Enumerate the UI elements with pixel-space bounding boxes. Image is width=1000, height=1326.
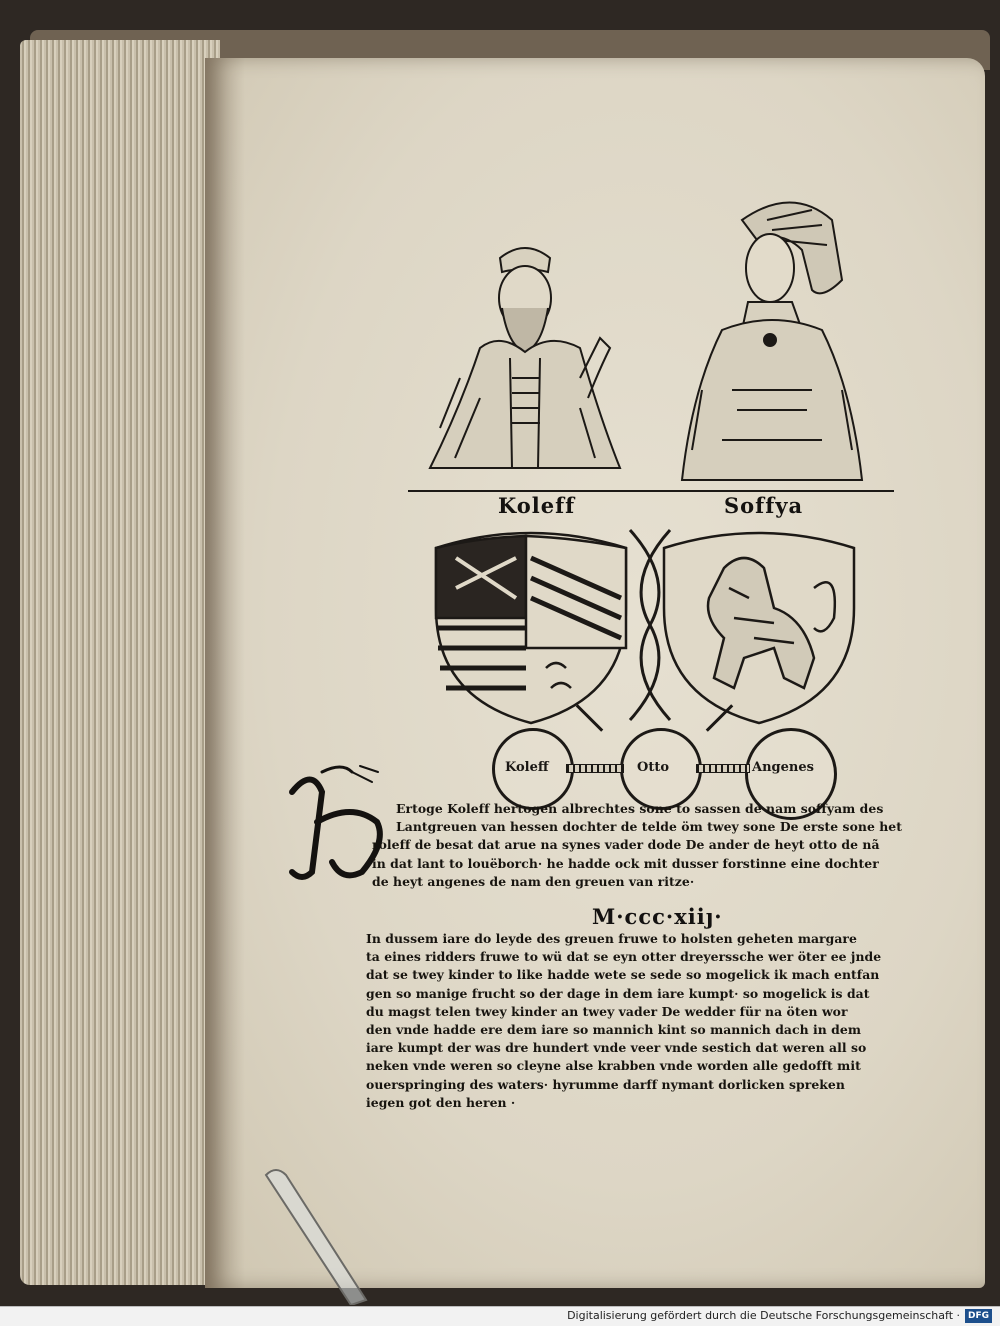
- year-heading: M·ccc·xiiȷ·: [592, 904, 723, 929]
- footer-credit: Digitalisierung gefördert durch die Deutsche Forschungsgemeinschaft ·: [567, 1309, 960, 1322]
- text-line: de heyt angenes de nam den greuen van ritze·: [372, 873, 695, 889]
- paragraph-margareta: [366, 930, 896, 1112]
- page-edges: [20, 40, 220, 1285]
- saxony-coat-of-arms: [426, 528, 638, 728]
- medallion-label-otto: Otto: [637, 760, 670, 775]
- text-line: Lantgreuen van hessen dochter de telde öm twey sone De erste sone het: [396, 819, 903, 835]
- ground-line: [408, 490, 894, 492]
- paragraph-koleff: [372, 800, 903, 891]
- hesse-lion-coat-of-arms: [654, 528, 866, 728]
- text-line: neken vnde weren so cleyne alse krabben vnde worden alle gedofft mit: [366, 1058, 861, 1074]
- footer-bar: [0, 1306, 1000, 1326]
- text-line: du magst telen twey kinder an twey vader De wedder für na öten wor: [366, 1003, 848, 1019]
- chain-link: [696, 764, 750, 773]
- text-line: Ertoge Koleff hertogen albrechtes sone to sassen de nam soffyam des: [396, 801, 884, 816]
- text-line: gen so manige frucht so der dage in dem iare kumpt· so mogelick is dat: [366, 985, 870, 1001]
- text-line: iare kumpt der was dre hundert vnde veer vnde sestich dat weren all so: [366, 1040, 867, 1056]
- gutter-shadow: [205, 58, 245, 1288]
- text-line: In dussem iare do leyde des greuen fruwe to holsten geheten margare: [366, 931, 857, 946]
- name-label-soffya: Soffya: [724, 493, 804, 518]
- text-line: roleff de besat dat arue na synes vader dode De ander de heyt otto de nã: [372, 837, 880, 853]
- text-line: ouerspringing des waters· hyrumme darff nymant dorlicken spreken: [366, 1076, 845, 1092]
- text-line: den vnde hadde ere dem iare so mannich kint so mannich dach in dem: [366, 1022, 861, 1038]
- medallion-label-angenes: Angenes: [752, 760, 814, 775]
- woodcut-woman-figure: [662, 190, 872, 492]
- text-line: in dat lant to louëborch· he hadde ock mit dusser forstinne eine dochter: [372, 855, 879, 871]
- page-holder-clip: [256, 1165, 376, 1305]
- text-line: dat se twey kinder to like hadde wete se sede so mogelick ik mach entfan: [366, 967, 880, 983]
- dfg-logo[interactable]: DFG: [965, 1309, 992, 1323]
- medallion-label-koleff: Koleff: [505, 760, 549, 775]
- name-label-koleff: Koleff: [498, 493, 576, 518]
- text-line: ta eines ridders fruwe to wü dat se eyn otter dreyerssche wer öter ee jnde: [366, 949, 882, 965]
- text-line: iegen got den heren ·: [366, 1094, 516, 1110]
- woodcut-man-figure: [420, 228, 630, 492]
- chain-link: [566, 764, 624, 773]
